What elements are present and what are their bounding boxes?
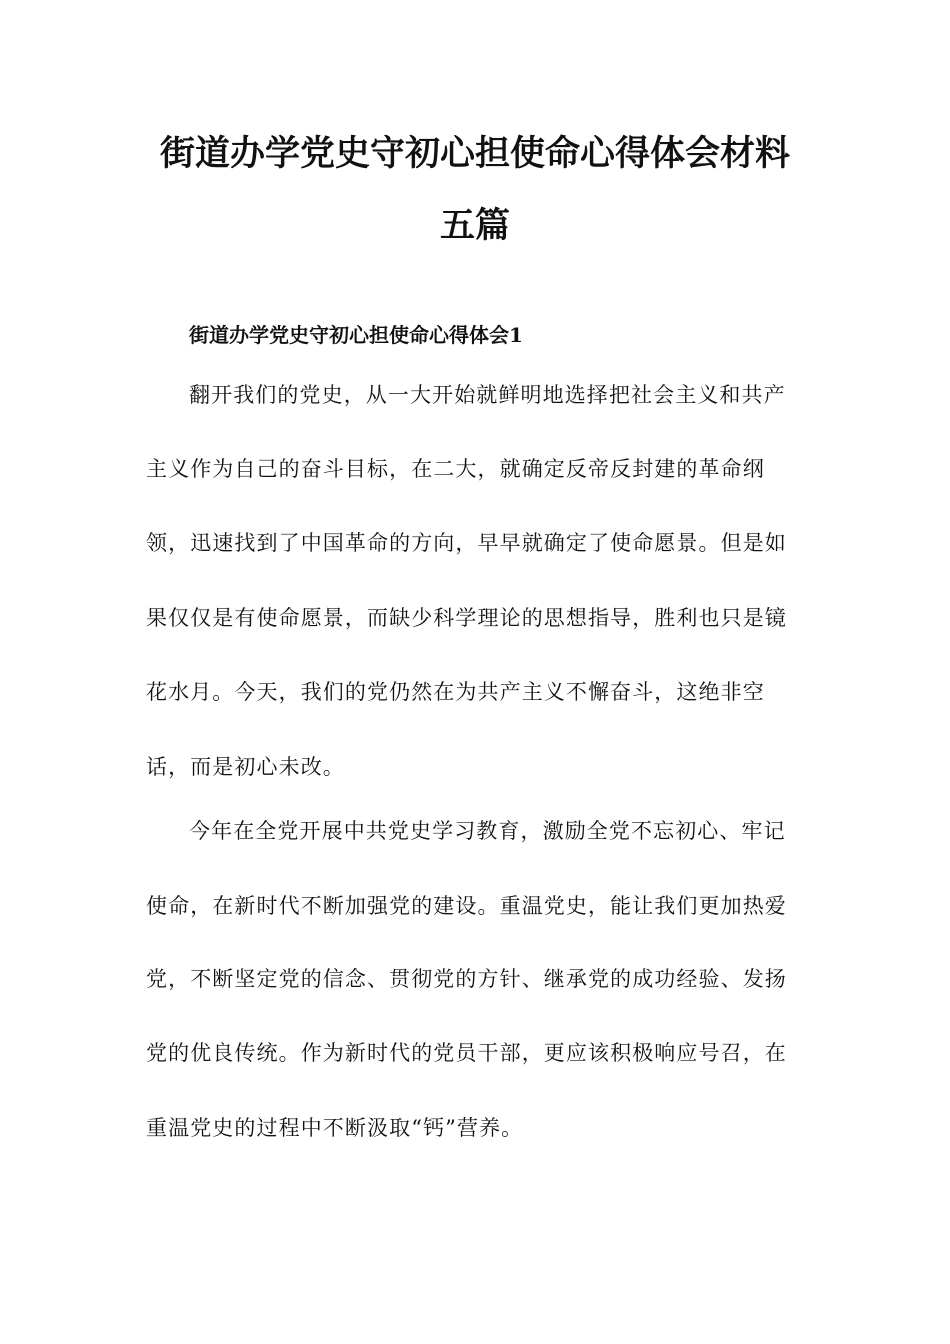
paragraph-line: 主义作为自己的奋斗目标，在二大，就确定反帝反封建的革命纲 xyxy=(146,457,765,481)
paragraph-line: 党，不断坚定党的信念、贯彻党的方针、继承党的成功经验、发扬 xyxy=(146,967,787,991)
paragraph-line: 花水月。今天，我们的党仍然在为共产主义不懈奋斗，这绝非空 xyxy=(146,680,765,704)
document-title-line-1: 街道办学党史守初心担使命心得体会材料 xyxy=(159,133,790,174)
document-title-line-2: 五篇 xyxy=(439,205,510,246)
paragraph-line: 党的优良传统。作为新时代的党员干部，更应该积极响应号召，在 xyxy=(146,1041,787,1065)
paragraph-line: 话，而是初心未改。 xyxy=(146,755,345,779)
paragraph-line: 果仅仅是有使命愿景，而缺少科学理论的思想指导，胜利也只是镜 xyxy=(146,606,787,630)
section-heading: 街道办学党史守初心担使命心得体会1 xyxy=(189,323,523,347)
paragraph-line: 今年在全党开展中共党史学习教育，激励全党不忘初心、牢记 xyxy=(189,819,786,843)
paragraph-line: 重温党史的过程中不断汲取“钙”营养。 xyxy=(146,1116,524,1140)
paragraph-line: 使命，在新时代不断加强党的建设。重温党史，能让我们更加热爱 xyxy=(146,894,787,918)
paragraph-line: 领，迅速找到了中国革命的方向，早早就确定了使命愿景。但是如 xyxy=(146,531,787,555)
paragraph-line: 翻开我们的党史，从一大开始就鲜明地选择把社会主义和共产 xyxy=(189,383,786,407)
